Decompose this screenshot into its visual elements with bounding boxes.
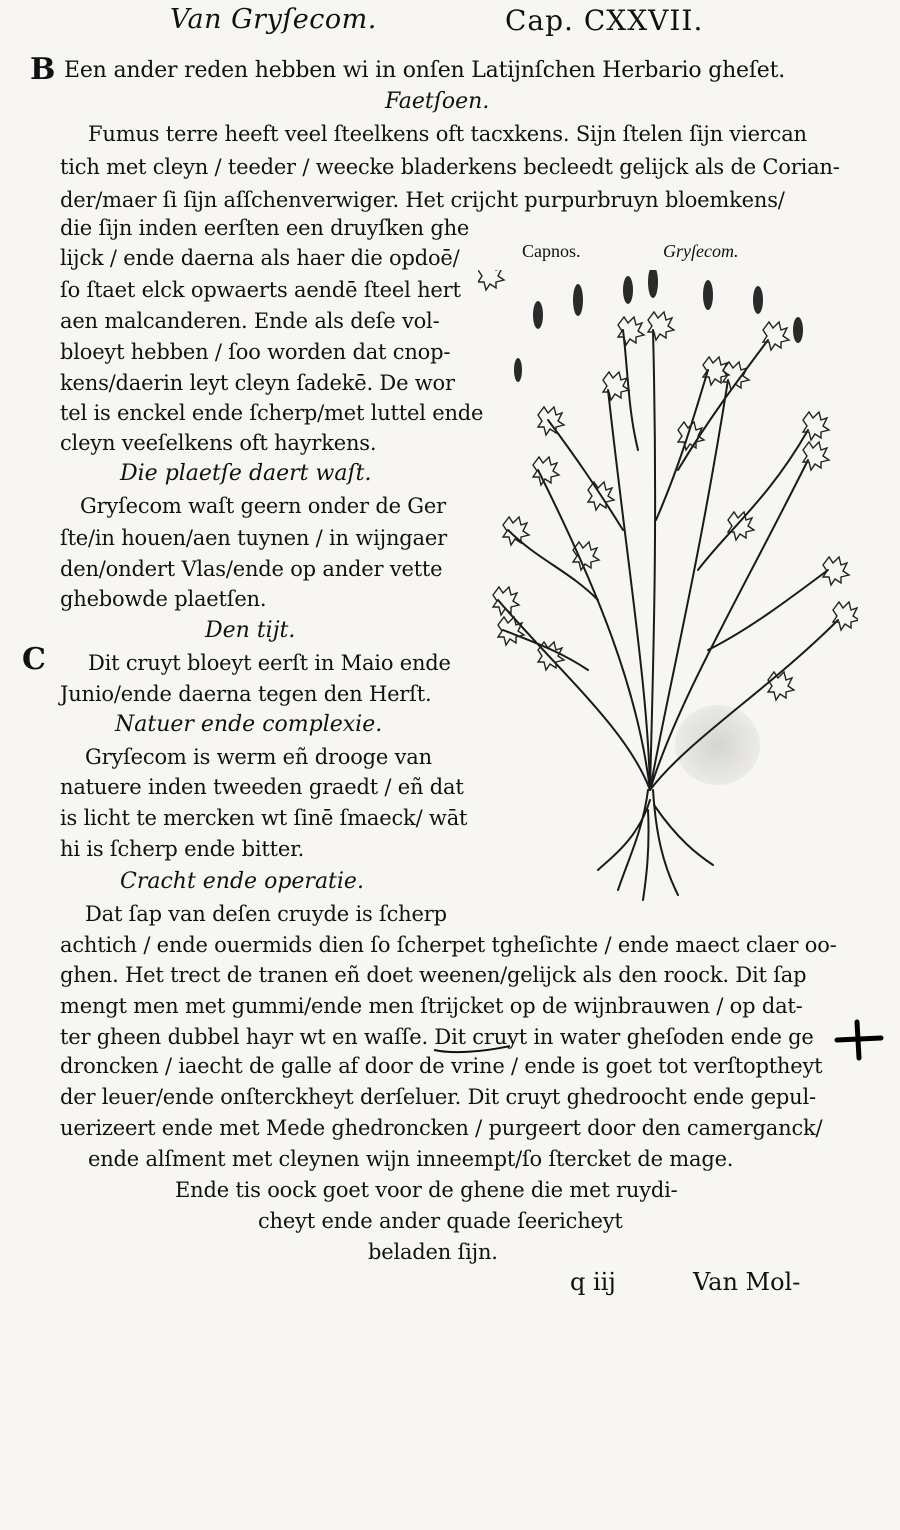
text-line: der/maer ſi ſijn aſſchenverwiger. Het crijcht purpurbruyn bloemkens/ xyxy=(60,188,785,212)
signature-mark: q iij xyxy=(570,1268,616,1296)
text-line: is licht te mercken wt ſinē ſmaeck/ wāt xyxy=(60,806,468,830)
figure-caption-left: Capnos. xyxy=(522,241,581,261)
text-line: mengt men met gummi/ende men ſtrijcket op de wijnbrauwen / op dat- xyxy=(60,994,803,1018)
chapter-number: Cap. CXXVII. xyxy=(505,4,704,37)
text-line: aen malcanderen. Ende als deſe vol- xyxy=(60,309,440,333)
text-line: der leuer/ende onſterckheyt derſeluer. Dit cruyt ghedroocht ende gepul- xyxy=(60,1085,816,1109)
handwritten-cross-mark xyxy=(833,1018,885,1062)
text-line: cheyt ende ander quade ſeericheyt xyxy=(258,1209,623,1233)
intro-line: Een ander reden hebben wi in onſen Latijnſchen Herbario gheſet. xyxy=(64,58,786,83)
text-line: hi is ſcherp ende bitter. xyxy=(60,837,305,861)
heading-tijt: Den tijt. xyxy=(205,618,296,643)
running-header-title: Van Gryſecom. xyxy=(170,4,377,35)
heading-faetsoen: Faetſoen. xyxy=(385,89,490,114)
text-line: Junio/ende daerna tegen den Herſt. xyxy=(60,682,432,706)
text-line: Ende tis oock goet voor de ghene die met ruydi- xyxy=(175,1178,678,1202)
text-line: Gryſecom waſt geern onder de Ger xyxy=(80,494,446,518)
margin-letter-c: C xyxy=(22,642,46,677)
catchword: Van Mol- xyxy=(693,1268,801,1296)
plant-woodcut-illustration xyxy=(478,270,858,910)
text-line: ſte/in houen/aen tuynen / in wijngaer xyxy=(60,526,447,550)
text-line: tel is enckel ende ſcherp/met luttel ende xyxy=(60,401,484,425)
text-line: ſo ſtaet elck opwaerts aendē ſteel hert xyxy=(60,278,461,302)
figure-caption-right: Gryſecom. xyxy=(663,241,739,261)
heading-natuer: Natuer ende complexie. xyxy=(115,712,383,737)
text-line: tich met cleyn / teeder / weecke bladerkens becleedt gelijck als de Corian- xyxy=(60,155,840,179)
text-line: natuere inden tweeden graedt / eñ dat xyxy=(60,775,464,799)
text-line: achtich / ende ouermids dien ſo ſcherpet tgheſichte / ende maect claer oo- xyxy=(60,933,837,957)
text-line: Fumus terre heeft veel ſteelkens oft tacxkens. Sijn ſtelen ſijn viercan xyxy=(88,122,807,146)
text-line: cleyn veeſelkens oft hayrkens. xyxy=(60,431,377,455)
text-line: ter gheen dubbel hayr wt en waſſe. Dit cruyt in water gheſoden ende ge xyxy=(60,1025,814,1049)
heading-cracht: Cracht ende operatie. xyxy=(120,869,364,894)
text-line: ghen. Het trect de tranen eñ doet weenen/gelijck als den roock. Dit ſap xyxy=(60,963,807,987)
text-line: Dat ſap van deſen cruyde is ſcherp xyxy=(85,902,447,926)
text-line: uerizeert ende met Mede ghedroncken / purgeert door den camerganck/ xyxy=(60,1116,823,1140)
text-line: Dit cruyt bloeyt eerſt in Maio ende xyxy=(88,651,451,675)
text-line: ende alſment met cleynen wijn inneempt/ſo ſtercket de mage. xyxy=(88,1147,734,1171)
text-line: bloeyt hebben / ſoo worden dat cnop- xyxy=(60,340,451,364)
text-line: ghebowde plaetſen. xyxy=(60,587,267,611)
text-line: den/ondert Vlas/ende op ander vette xyxy=(60,557,443,581)
text-line: droncken / iaecht de galle af door de vrine / ende is goet tot verſtoptheyt xyxy=(60,1054,823,1078)
text-line: lijck / ende daerna als haer die opdoē/ xyxy=(60,246,460,270)
heading-plaetse: Die plaetſe daert waſt. xyxy=(120,461,372,486)
handwritten-underline xyxy=(432,1040,512,1056)
margin-letter-b: B xyxy=(30,52,56,87)
text-line: kens/daerin leyt cleyn ſadekē. De wor xyxy=(60,371,455,395)
text-line: die ſijn inden eerſten een druyſken ghe xyxy=(60,216,470,240)
text-line: beladen ſijn. xyxy=(368,1240,498,1264)
text-line: Gryſecom is werm eñ drooge van xyxy=(85,745,432,769)
